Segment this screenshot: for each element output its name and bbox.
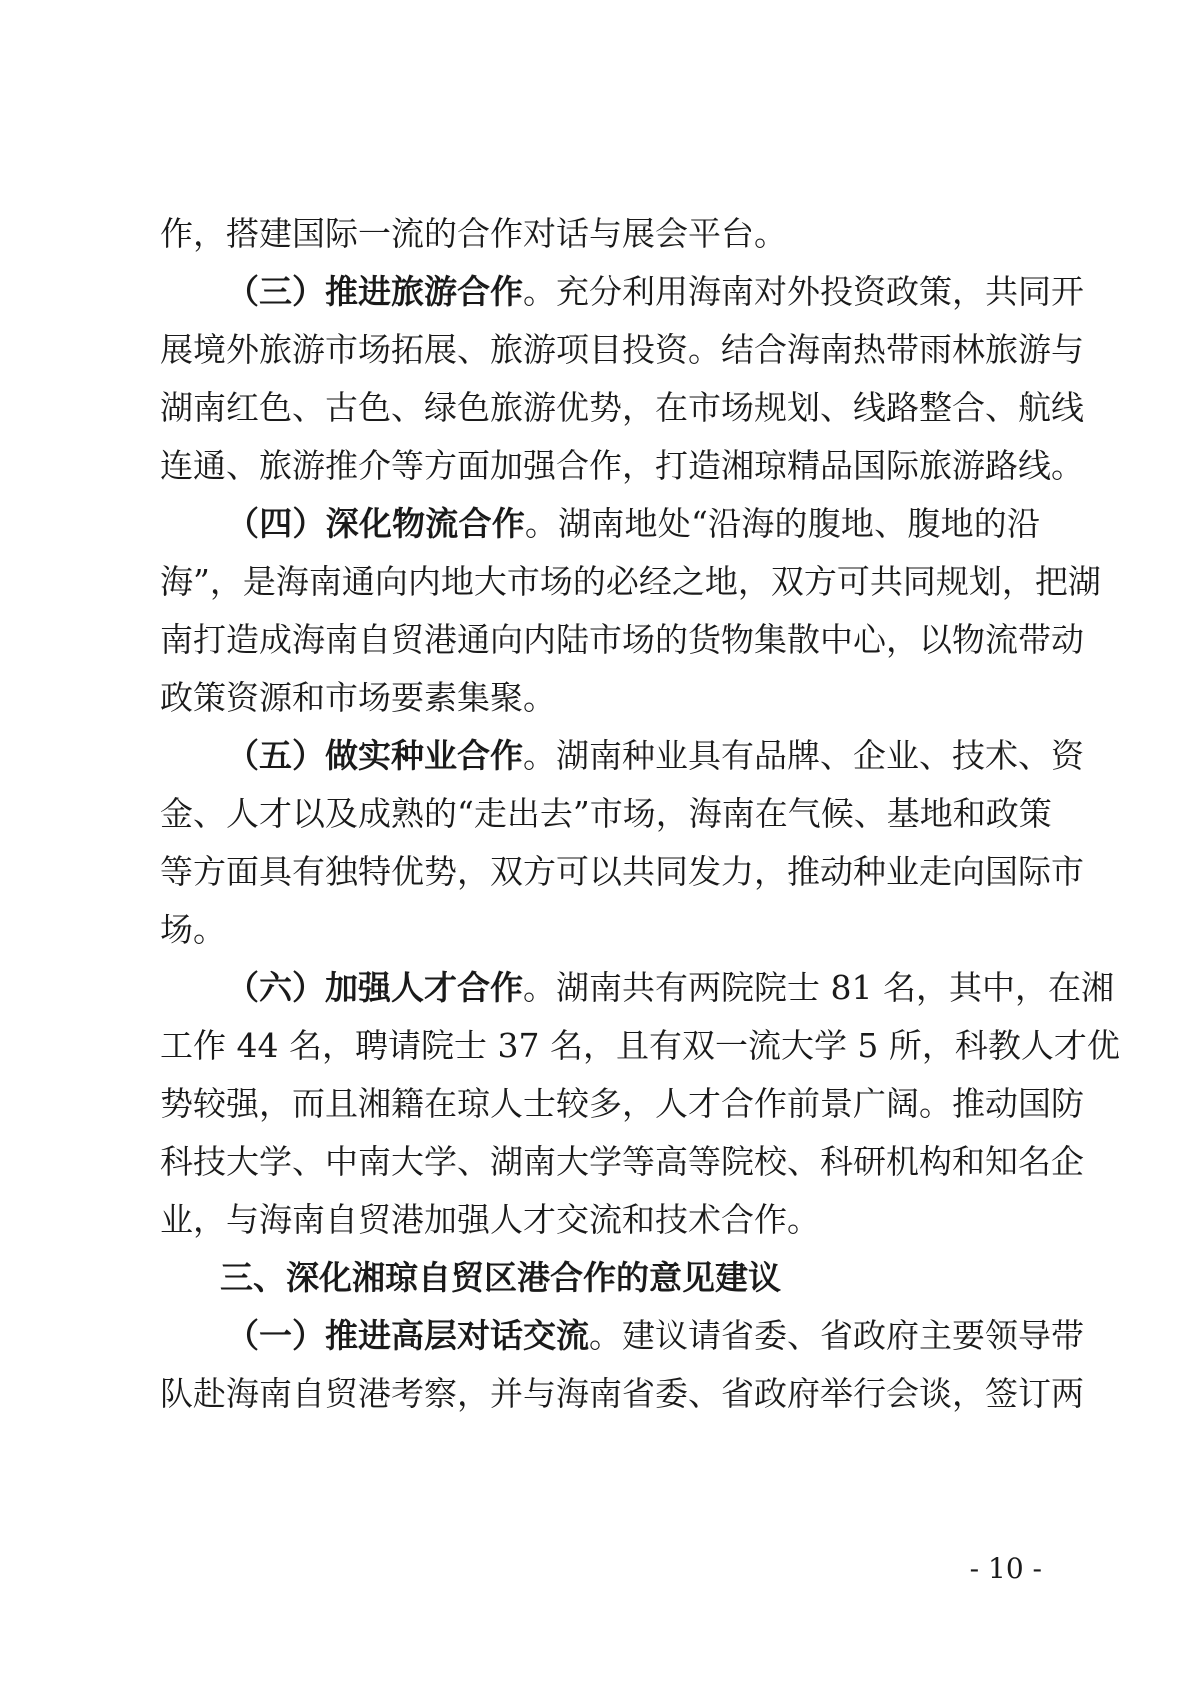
paragraph-line: 湖南红色、古色、绿色旅游优势，在市场规划、线路整合、航线	[160, 388, 1084, 427]
paragraph-line: 金、人才以及成熟的“走出去”市场，海南在气候、基地和政策	[160, 794, 1052, 833]
paragraph-line: 展境外旅游市场拓展、旅游项目投资。结合海南热带雨林旅游与	[160, 330, 1084, 369]
paragraph-first-line	[226, 736, 1084, 776]
paragraph-text: 。湖南种业具有品牌、企业、技术、资	[523, 736, 1084, 775]
paragraph-lead: （三）推进旅游合作	[226, 272, 523, 311]
paragraph-lead: （一）推进高层对话交流	[226, 1316, 589, 1355]
paragraph-line: 政策资源和市场要素集聚。	[160, 678, 556, 717]
paragraph-first-line	[226, 272, 1084, 312]
paragraph-first-line	[226, 968, 1114, 1008]
paragraph-line: 作，搭建国际一流的合作对话与展会平台。	[160, 214, 787, 253]
paragraph-text: 。建议请省委、省政府主要领导带	[589, 1316, 1084, 1355]
paragraph-text: 。湖南共有两院院士 81 名，其中，在湘	[523, 968, 1114, 1007]
paragraph-first-line	[226, 504, 1040, 544]
paragraph-line: 等方面具有独特优势，双方可以共同发力，推动种业走向国际市	[160, 852, 1084, 891]
paragraph-line: 南打造成海南自贸港通向内陆市场的货物集散中心，以物流带动	[160, 620, 1084, 659]
page-number: - 10 -	[969, 1552, 1042, 1585]
paragraph-text: 。充分利用海南对外投资政策，共同开	[523, 272, 1084, 311]
section-heading: 三、深化湘琼自贸区港合作的意见建议	[220, 1258, 781, 1297]
paragraph-first-line	[226, 1316, 1084, 1356]
paragraph-lead: （六）加强人才合作	[226, 968, 523, 1007]
paragraph-line: 业，与海南自贸港加强人才交流和技术合作。	[160, 1200, 820, 1239]
paragraph-line: 场。	[160, 910, 226, 949]
paragraph-text: 。湖南地处“沿海的腹地、腹地的沿	[524, 504, 1040, 543]
paragraph-lead: （五）做实种业合作	[226, 736, 523, 775]
paragraph-line: 工作 44 名，聘请院士 37 名，且有双一流大学 5 所，科教人才优	[160, 1026, 1120, 1065]
paragraph-line: 科技大学、中南大学、湖南大学等高等院校、科研机构和知名企	[160, 1142, 1084, 1181]
paragraph-line: 势较强，而且湘籍在琼人士较多，人才合作前景广阔。推动国防	[160, 1084, 1084, 1123]
paragraph-line: 队赴海南自贸港考察，并与海南省委、省政府举行会谈，签订两	[160, 1374, 1084, 1413]
paragraph-line: 海”，是海南通向内地大市场的必经之地，双方可共同规划，把湖	[160, 562, 1101, 601]
paragraph-line: 连通、旅游推介等方面加强合作，打造湘琼精品国际旅游路线。	[160, 446, 1084, 485]
paragraph-lead: （四）深化物流合作	[226, 504, 525, 543]
